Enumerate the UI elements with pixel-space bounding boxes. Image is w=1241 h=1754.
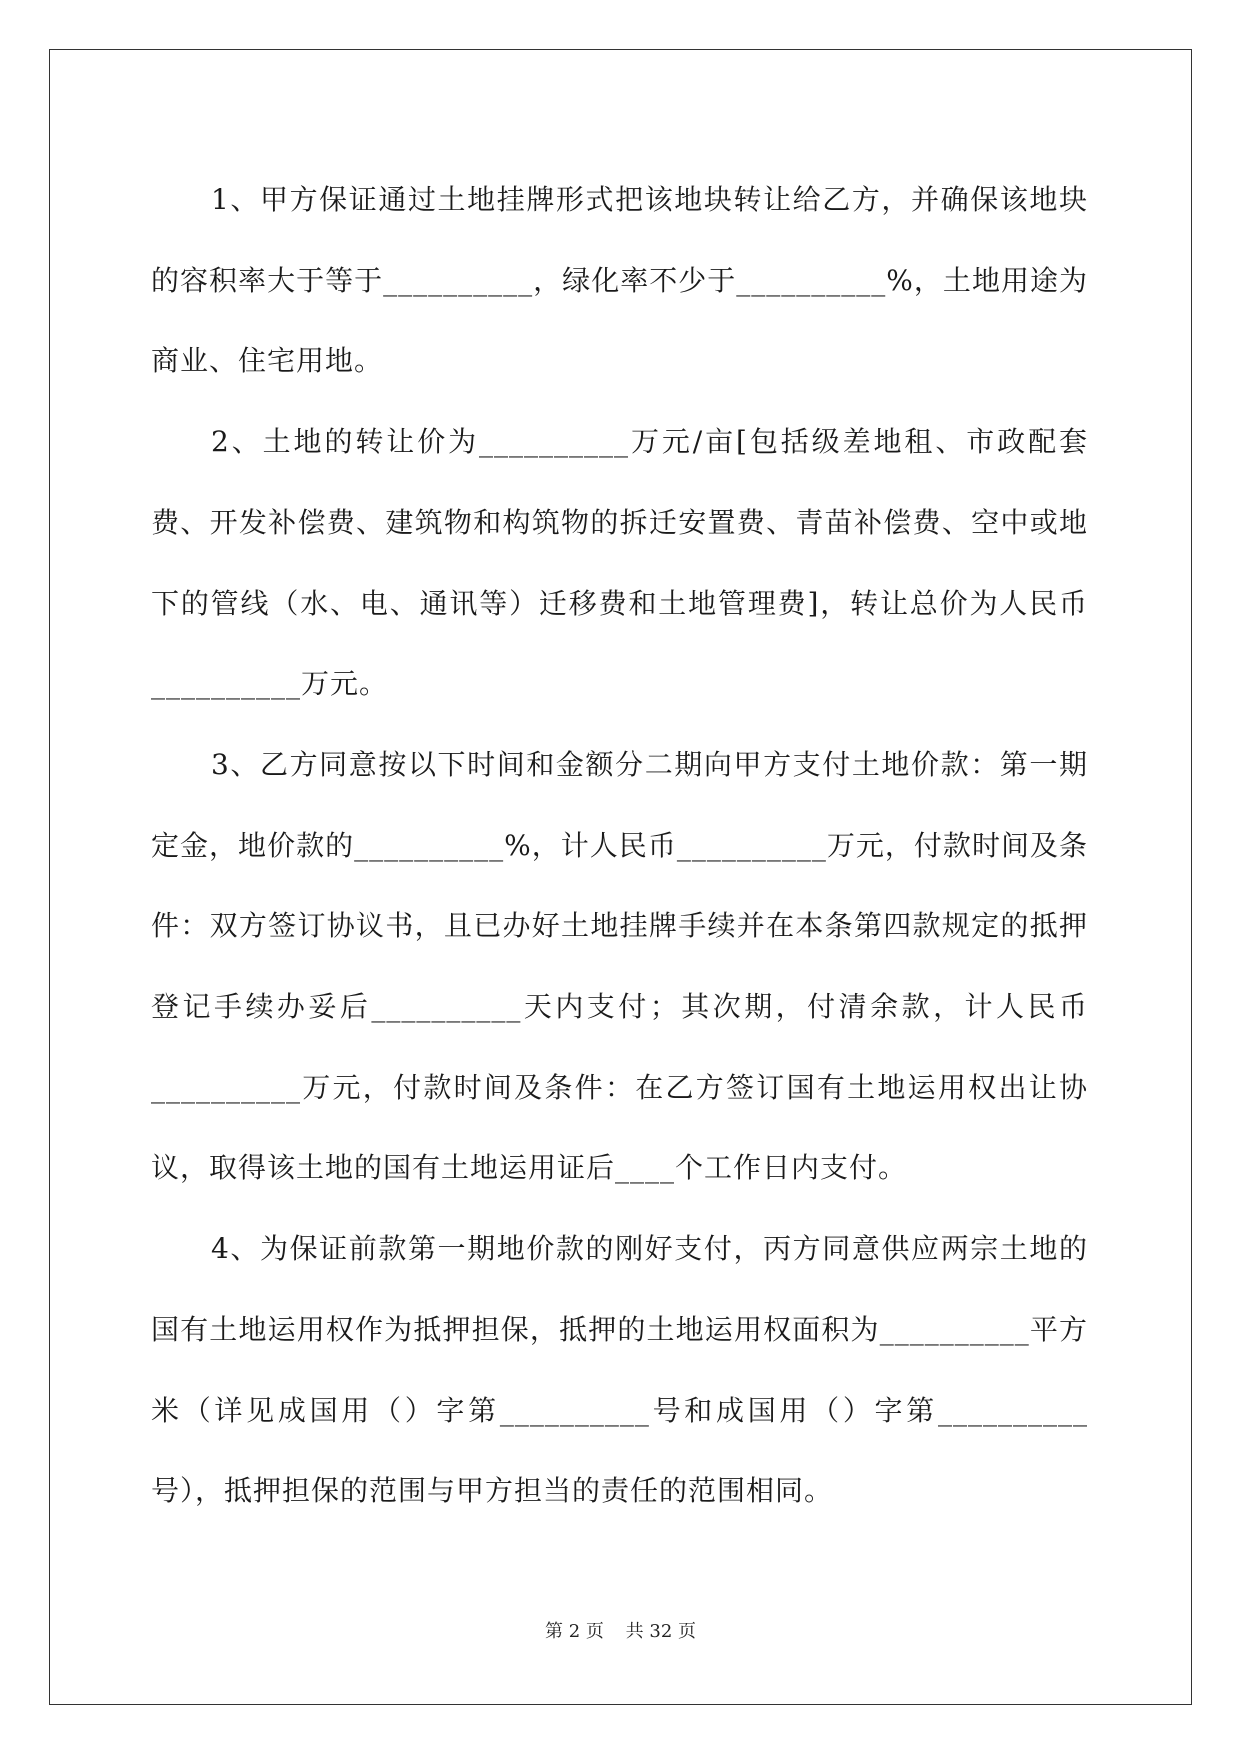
page-footer <box>0 1617 1241 1643</box>
paragraph-3: 3、乙方同意按以下时间和金额分二期向甲方支付土地价款：第一期定金，地价款的__________%，计人民币__________万元，付款时间及条件：双方签订协议书，且已办好土地挂牌手续并在本条第四款规定的抵押登记手续办妥后__________天内支付；其次期，付清余款，计人民币__________万元，付款时间及条件：在乙方签订国有土地运用权出让协议，取得该土地的国有土地运用证后____个工作日内支付。 <box>151 747 1088 1185</box>
page-total: 共 32 页 <box>625 1621 696 1642</box>
page-number: 第 2 页 <box>545 1621 604 1642</box>
document-body <box>151 160 1088 1532</box>
paragraph-1: 1、甲方保证通过土地挂牌形式把该地块转让给乙方，并确保该地块的容积率大于等于__________，绿化率不少于__________%，土地用途为商业、住宅用地。 <box>151 183 1088 378</box>
paragraph-2: 2、土地的转让价为__________万元/亩[包括级差地租、市政配套费、开发补偿费、建筑物和构筑物的拆迁安置费、青苗补偿费、空中或地下的管线（水、电、通讯等）迁移费和土地管理费]，转让总价为人民币__________万元。 <box>151 425 1088 701</box>
paragraph-4: 4、为保证前款第一期地价款的刚好支付，丙方同意供应两宗土地的国有土地运用权作为抵押担保，抵押的土地运用权面积为__________平方米（详见成国用（）字第__________号和成国用（）字第__________号），抵押担保的范围与甲方担当的责任的范围相同。 <box>151 1232 1088 1508</box>
